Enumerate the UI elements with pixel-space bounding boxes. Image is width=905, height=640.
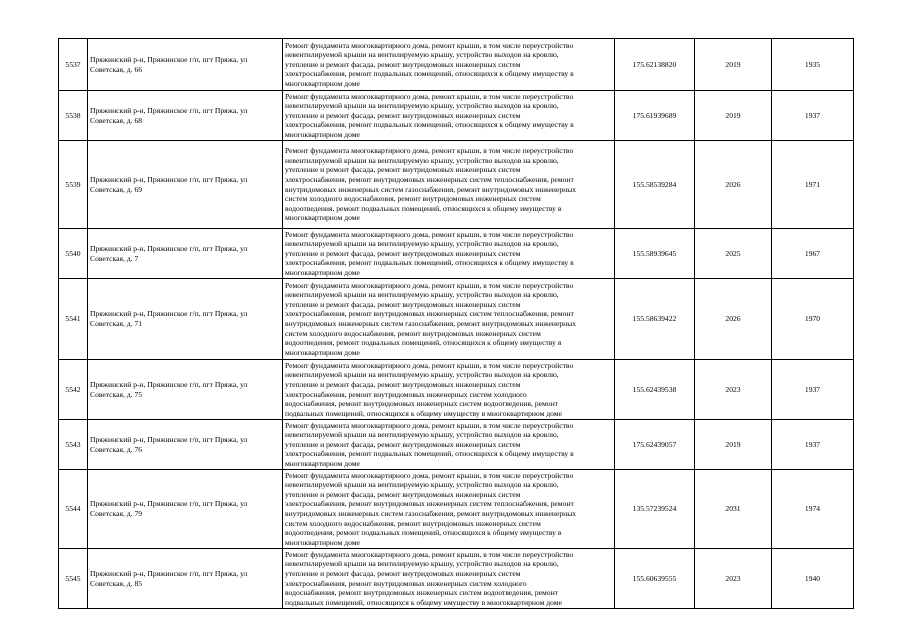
works-cell: Ремонт фундамента многоквартирного дома, ремонт крыши, в том числе переустройство невентилируемой крыши на вентилируемую крышу, устройство выходов на кровлю, утепление и ремонт фасада, ремонт внутридомовых инженерных систем электроснабжения, ремонт внутридомовых инженерных систем холодного водоснабжения, ремонт внутридомовых инженерных систем водоотведения, ремонт подвальных помещений, относящихся к общему имуществу в многоквартирном доме xyxy=(283,549,615,609)
cost-cell: 155.60639555 xyxy=(615,549,695,609)
address-cell: Пряжинский р-н, Пряжинское г/п, пгт Пряжа, ул Советская, д. 69 xyxy=(88,141,283,229)
build-year-cell: 1940 xyxy=(772,549,854,609)
plan-year-cell: 2019 xyxy=(695,39,772,91)
cost-cell: 155.58539284 xyxy=(615,141,695,229)
table-row xyxy=(59,470,854,549)
works-cell: Ремонт фундамента многоквартирного дома, ремонт крыши, в том числе переустройство невентилируемой крыши на вентилируемую крышу, устройство выходов на кровлю, утепление и ремонт фасада, ремонт внутридомовых инженерных систем электроснабжения, ремонт внутридомовых инженерных систем теплоснабжения, ремонт внутридомовых инженерных систем газоснабжения, ремонт внутридомовых инженерных систем холодного водоснабжения, ремонт внутридомовых инженерных систем водоотведения, ремонт подвальных помещений, относящихся к общему имуществу в многоквартирном доме xyxy=(283,279,615,360)
cost-cell: 155.58939645 xyxy=(615,229,695,279)
row-number: 5545 xyxy=(59,549,88,609)
table-row xyxy=(59,549,854,609)
works-cell: Ремонт фундамента многоквартирного дома, ремонт крыши, в том числе переустройство невентилируемой крыши на вентилируемую крышу, устройство выходов на кровлю, утепление и ремонт фасада, ремонт внутридомовых инженерных систем электроснабжения, ремонт внутридомовых инженерных систем холодного водоснабжения, ремонт внутридомовых инженерных систем водоотведения, ремонт подвальных помещений, относящихся к общему имуществу в многоквартирном доме xyxy=(283,360,615,420)
row-number: 5544 xyxy=(59,470,88,549)
address-cell: Пряжинский р-н, Пряжинское г/п, пгт Пряжа, ул Советская, д. 85 xyxy=(88,549,283,609)
build-year-cell: 1967 xyxy=(772,229,854,279)
plan-year-cell: 2026 xyxy=(695,279,772,360)
build-year-cell: 1974 xyxy=(772,470,854,549)
works-cell: Ремонт фундамента многоквартирного дома, ремонт крыши, в том числе переустройство невентилируемой крыши на вентилируемую крышу, устройство выходов на кровлю, утепление и ремонт фасада, ремонт внутридомовых инженерных систем электроснабжения, ремонт подвальных помещений, относящихся к общему имуществу в многоквартирном доме xyxy=(283,91,615,141)
table-row xyxy=(59,420,854,470)
build-year-cell: 1935 xyxy=(772,39,854,91)
row-number: 5541 xyxy=(59,279,88,360)
build-year-cell: 1970 xyxy=(772,279,854,360)
cost-cell: 155.62439538 xyxy=(615,360,695,420)
works-cell: Ремонт фундамента многоквартирного дома, ремонт крыши, в том числе переустройство невентилируемой крыши на вентилируемую крышу, устройство выходов на кровлю, утепление и ремонт фасада, ремонт внутридомовых инженерных систем электроснабжения, ремонт внутридомовых инженерных систем теплоснабжения, ремонт внутридомовых инженерных систем газоснабжения, ремонт внутридомовых инженерных систем холодного водоснабжения, ремонт внутридомовых инженерных систем водоотведения, ремонт подвальных помещений, относящихся к общему имуществу в многоквартирном доме xyxy=(283,470,615,549)
cost-cell: 155.58639422 xyxy=(615,279,695,360)
row-number: 5540 xyxy=(59,229,88,279)
table-row xyxy=(59,229,854,279)
table-row xyxy=(59,91,854,141)
row-number: 5537 xyxy=(59,39,88,91)
plan-year-cell: 2031 xyxy=(695,470,772,549)
works-cell: Ремонт фундамента многоквартирного дома, ремонт крыши, в том числе переустройство невентилируемой крыши на вентилируемую крышу, устройство выходов на кровлю, утепление и ремонт фасада, ремонт внутридомовых инженерных систем электроснабжения, ремонт внутридомовых инженерных систем теплоснабжения, ремонт внутридомовых инженерных систем газоснабжения, ремонт внутридомовых инженерных систем холодного водоснабжения, ремонт внутридомовых инженерных систем водоотведения, ремонт подвальных помещений, относящихся к общему имуществу в многоквартирном доме xyxy=(283,141,615,229)
address-cell: Пряжинский р-н, Пряжинское г/п, пгт Пряжа, ул Советская, д. 66 xyxy=(88,39,283,91)
row-number: 5539 xyxy=(59,141,88,229)
plan-year-cell: 2019 xyxy=(695,91,772,141)
address-cell: Пряжинский р-н, Пряжинское г/п, пгт Пряжа, ул Советская, д. 68 xyxy=(88,91,283,141)
cost-cell: 135.57239524 xyxy=(615,470,695,549)
row-number: 5542 xyxy=(59,360,88,420)
plan-year-cell: 2023 xyxy=(695,360,772,420)
cost-cell: 175.62138820 xyxy=(615,39,695,91)
cost-cell: 175.62439057 xyxy=(615,420,695,470)
table-row xyxy=(59,360,854,420)
address-cell: Пряжинский р-н, Пряжинское г/п, пгт Пряжа, ул Советская, д. 76 xyxy=(88,420,283,470)
works-cell: Ремонт фундамента многоквартирного дома, ремонт крыши, в том числе переустройство невентилируемой крыши на вентилируемую крышу, устройство выходов на кровлю, утепление и ремонт фасада, ремонт внутридомовых инженерных систем электроснабжения, ремонт подвальных помещений, относящихся к общему имуществу в многоквартирном доме xyxy=(283,420,615,470)
plan-year-cell: 2025 xyxy=(695,229,772,279)
works-cell: Ремонт фундамента многоквартирного дома, ремонт крыши, в том числе переустройство невентилируемой крыши на вентилируемую крышу, устройство выходов на кровлю, утепление и ремонт фасада, ремонт внутридомовых инженерных систем электроснабжения, ремонт подвальных помещений, относящихся к общему имуществу в многоквартирном доме xyxy=(283,229,615,279)
address-cell: Пряжинский р-н, Пряжинское г/п, пгт Пряжа, ул Советская, д. 79 xyxy=(88,470,283,549)
address-cell: Пряжинский р-н, Пряжинское г/п, пгт Пряжа, ул Советская, д. 71 xyxy=(88,279,283,360)
capital-repair-table xyxy=(58,38,854,609)
plan-year-cell: 2019 xyxy=(695,420,772,470)
table-row xyxy=(59,279,854,360)
build-year-cell: 1937 xyxy=(772,420,854,470)
build-year-cell: 1937 xyxy=(772,360,854,420)
works-cell: Ремонт фундамента многоквартирного дома, ремонт крыши, в том числе переустройство невентилируемой крыши на вентилируемую крышу, устройство выходов на кровлю, утепление и ремонт фасада, ремонт внутридомовых инженерных систем электроснабжения, ремонт подвальных помещений, относящихся к общему имуществу в многоквартирном доме xyxy=(283,39,615,91)
row-number: 5538 xyxy=(59,91,88,141)
cost-cell: 175.61939689 xyxy=(615,91,695,141)
build-year-cell: 1937 xyxy=(772,91,854,141)
row-number: 5543 xyxy=(59,420,88,470)
build-year-cell: 1971 xyxy=(772,141,854,229)
table-row xyxy=(59,141,854,229)
table-row xyxy=(59,39,854,91)
plan-year-cell: 2023 xyxy=(695,549,772,609)
plan-year-cell: 2026 xyxy=(695,141,772,229)
address-cell: Пряжинский р-н, Пряжинское г/п, пгт Пряжа, ул Советская, д. 75 xyxy=(88,360,283,420)
address-cell: Пряжинский р-н, Пряжинское г/п, пгт Пряжа, ул Советская, д. 7 xyxy=(88,229,283,279)
